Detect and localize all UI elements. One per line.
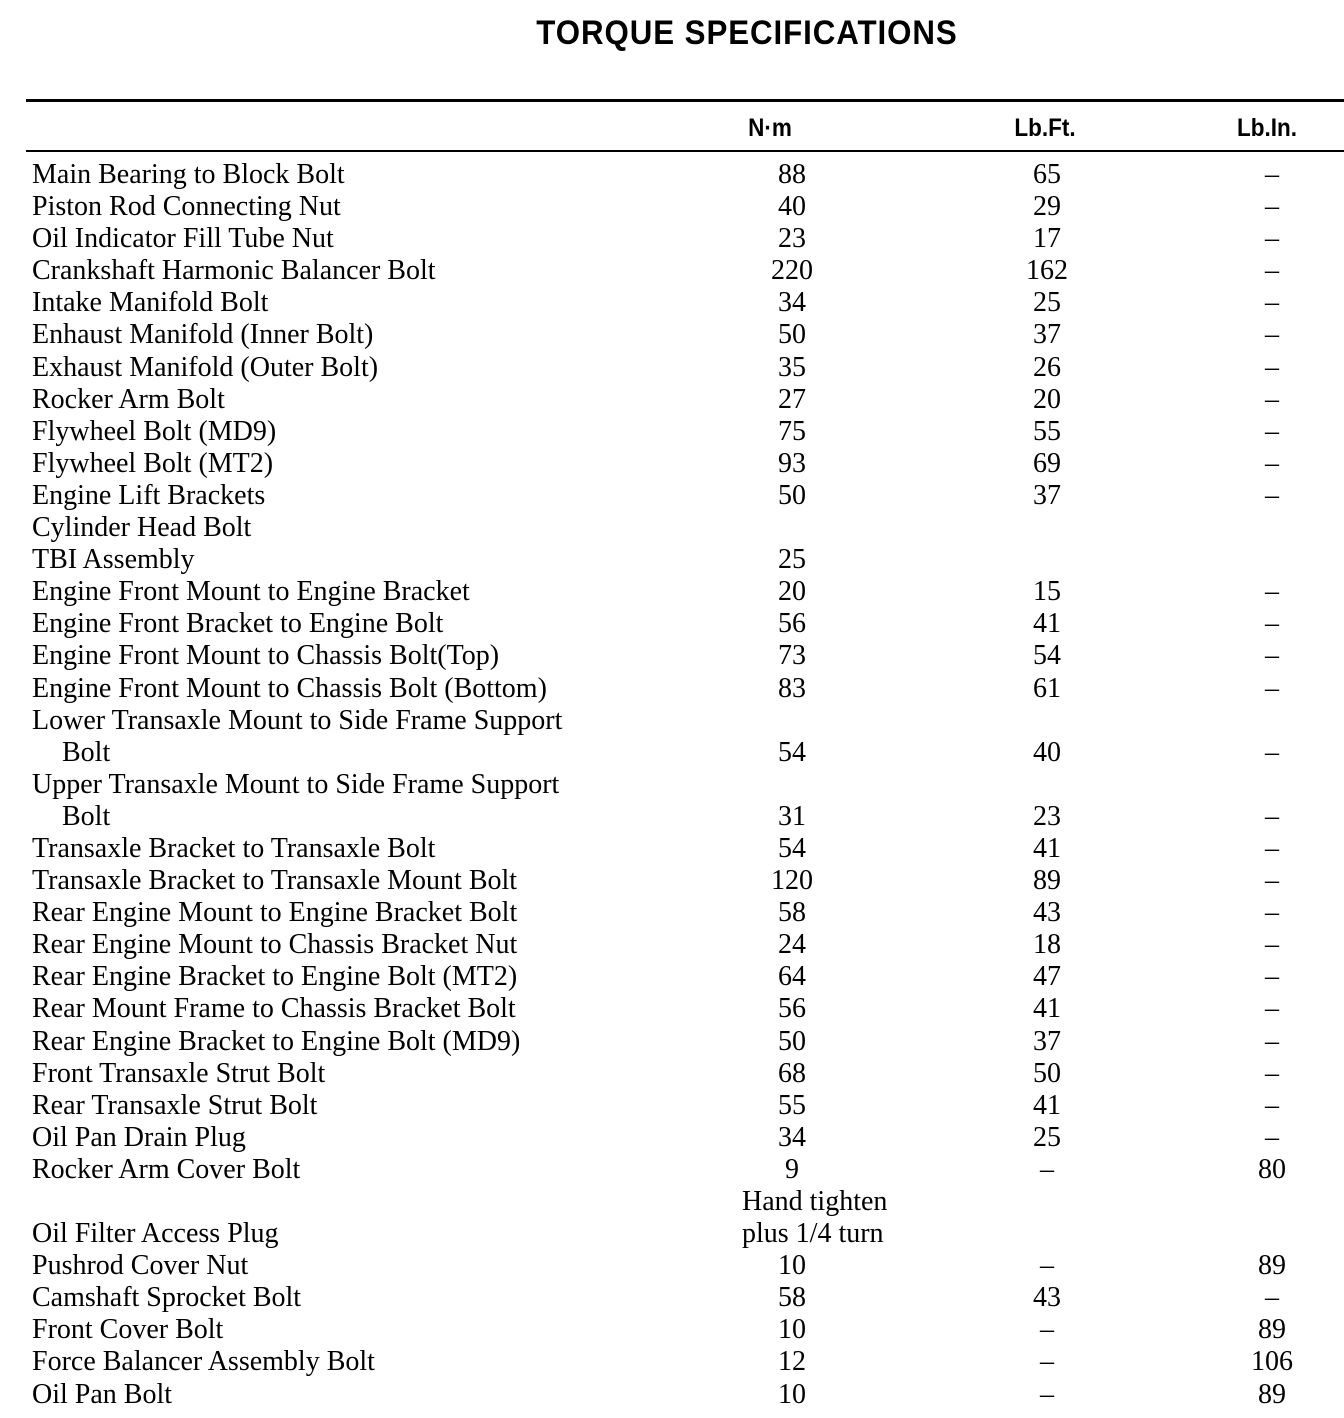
- lbin-value: –: [1265, 255, 1279, 287]
- spacer: [852, 608, 987, 640]
- lbin-value: –: [1265, 447, 1279, 479]
- spacer: [852, 1026, 987, 1058]
- row-description: [32, 319, 732, 351]
- description-text: Oil Filter Access Plug: [32, 1218, 279, 1250]
- row-description: [32, 1346, 732, 1378]
- spacer: [1107, 705, 1212, 769]
- lbin-value: –: [1265, 993, 1279, 1025]
- row-description: [32, 1058, 732, 1090]
- spacer: [1107, 1314, 1212, 1346]
- spacer: [1107, 512, 1212, 544]
- lbin-value: –: [1265, 897, 1279, 929]
- description-text: Enhaust Manifold (Inner Bolt): [32, 319, 374, 351]
- lbin-value: –: [1265, 832, 1279, 864]
- spacer: [1107, 897, 1212, 929]
- column-header-lbft: Lb.Ft.: [1014, 114, 1076, 142]
- lbin-value: –: [1265, 287, 1279, 319]
- nm-value: 10: [778, 1378, 806, 1410]
- spacer: [1107, 416, 1212, 448]
- row-description: [32, 287, 732, 319]
- spacer: [852, 448, 987, 480]
- lbft-value: [987, 544, 1107, 576]
- table-row: [32, 769, 1332, 833]
- table-row: [32, 865, 1332, 897]
- description-text: Engine Front Bracket to Engine Bolt: [32, 608, 444, 640]
- spacer: [852, 480, 987, 512]
- spacer: [852, 897, 987, 929]
- spacer: [852, 159, 987, 191]
- spacer: [1107, 255, 1212, 287]
- spacer: [1107, 865, 1212, 897]
- spacer: [852, 1122, 987, 1154]
- lbft-value: 41: [1033, 1089, 1061, 1121]
- nm-value: 40: [778, 191, 806, 223]
- lbft-value: 37: [1033, 1025, 1061, 1057]
- nm-value: 23: [778, 223, 806, 255]
- description-text: Oil Pan Bolt: [32, 1378, 173, 1410]
- lbft-value: 29: [1033, 191, 1061, 223]
- row-description: [32, 705, 732, 769]
- spacer: [852, 1282, 987, 1314]
- spacer: [1107, 576, 1212, 608]
- description-text: Cylinder Head Bolt: [32, 512, 252, 544]
- lbin-value: –: [1265, 191, 1279, 223]
- lbin-value: –: [1265, 319, 1279, 351]
- lbft-value: 41: [1033, 993, 1061, 1025]
- spacer: [852, 640, 987, 672]
- table-row: [32, 159, 1332, 191]
- description-text: Rear Engine Bracket to Engine Bolt (MD9): [32, 1025, 521, 1057]
- spacer: [852, 865, 987, 897]
- nm-value: [732, 1186, 1107, 1250]
- table-row: [32, 929, 1332, 961]
- description-text: Camshaft Sprocket Bolt: [32, 1282, 302, 1314]
- lbft-value: –: [1040, 1250, 1054, 1282]
- lbin-value: 89: [1258, 1378, 1286, 1410]
- lbin-value: –: [1265, 961, 1279, 993]
- lbft-value: 41: [1033, 608, 1061, 640]
- description-text: Lower Transaxle Mount to Side Frame Support: [32, 704, 563, 736]
- row-description: [32, 384, 732, 416]
- spacer: [1107, 319, 1212, 351]
- nm-value: 50: [778, 1025, 806, 1057]
- table-row: [32, 1122, 1332, 1154]
- lbin-value: –: [1265, 736, 1279, 768]
- spacer: [852, 1154, 987, 1186]
- table-row: [32, 319, 1332, 351]
- nm-value: 75: [778, 415, 806, 447]
- lbin-value: –: [1265, 929, 1279, 961]
- lbft-value: –: [1040, 1346, 1054, 1378]
- row-description: [32, 929, 732, 961]
- spacer: [852, 1314, 987, 1346]
- nm-value: 83: [778, 672, 806, 704]
- nm-value: 120: [771, 865, 813, 897]
- description-text: Force Balancer Assembly Bolt: [32, 1346, 375, 1378]
- lbin-value: –: [1265, 865, 1279, 897]
- lbft-value: 15: [1033, 576, 1061, 608]
- nm-value: 93: [778, 447, 806, 479]
- table-row: [32, 1154, 1332, 1186]
- table-row: [32, 223, 1332, 255]
- table-row: [32, 191, 1332, 223]
- spacer: [852, 576, 987, 608]
- table-row: [32, 384, 1332, 416]
- table-row: [32, 1090, 1332, 1122]
- description-text: Rear Engine Mount to Engine Bracket Bolt: [32, 897, 518, 929]
- lbft-value: –: [1040, 1314, 1054, 1346]
- nm-value: 58: [778, 897, 806, 929]
- row-description: [32, 1090, 732, 1122]
- nm-value: 25: [778, 544, 806, 576]
- spacer: [1107, 1379, 1212, 1411]
- row-description: [32, 993, 732, 1025]
- spacer: [852, 512, 987, 544]
- description-text: Flywheel Bolt (MD9): [32, 415, 277, 447]
- spacer: [1107, 191, 1212, 223]
- spacer: [852, 673, 987, 705]
- nm-value: 31: [778, 800, 806, 832]
- lbin-value: –: [1265, 415, 1279, 447]
- spacer: [1107, 608, 1212, 640]
- description-continuation: Bolt: [62, 800, 111, 832]
- lbft-value: 43: [1033, 1282, 1061, 1314]
- nm-value: 27: [778, 383, 806, 415]
- nm-value: 64: [778, 961, 806, 993]
- lbin-value: –: [1265, 223, 1279, 255]
- spacer: [1107, 384, 1212, 416]
- spacer: [852, 993, 987, 1025]
- table-row: [32, 416, 1332, 448]
- description-text: Oil Indicator Fill Tube Nut: [32, 223, 334, 255]
- lbin-value: –: [1265, 1089, 1279, 1121]
- spacer: [852, 416, 987, 448]
- row-description: [32, 1282, 732, 1314]
- table-row: [32, 352, 1332, 384]
- column-header-lbin: Lb.In.: [1237, 114, 1297, 142]
- row-description: [32, 1122, 732, 1154]
- description-text: Front Cover Bolt: [32, 1314, 224, 1346]
- lbin-value: –: [1265, 1057, 1279, 1089]
- torque-spec-body: [32, 159, 1332, 1411]
- nm-value: 9: [785, 1153, 799, 1185]
- spacer: [852, 929, 987, 961]
- description-text: Rear Engine Bracket to Engine Bolt (MT2): [32, 961, 518, 993]
- nm-value: 68: [778, 1057, 806, 1089]
- spacer: [852, 544, 987, 576]
- row-description: [32, 833, 732, 865]
- row-description: [32, 576, 732, 608]
- table-row: [32, 448, 1332, 480]
- lbin-value: –: [1265, 672, 1279, 704]
- table-row: [32, 255, 1332, 287]
- table-row: [32, 993, 1332, 1025]
- nm-value: 58: [778, 1282, 806, 1314]
- table-row: [32, 608, 1332, 640]
- description-text: Crankshaft Harmonic Balancer Bolt: [32, 255, 436, 287]
- lbin-value: –: [1265, 159, 1279, 190]
- row-description: [32, 1314, 732, 1346]
- description-text: Piston Rod Connecting Nut: [32, 191, 341, 223]
- lbin-value: 80: [1258, 1153, 1286, 1185]
- lbft-value: 20: [1033, 383, 1061, 415]
- table-row: [32, 1282, 1332, 1314]
- lbft-value: 61: [1033, 672, 1061, 704]
- spacer: [1107, 1122, 1212, 1154]
- nm-value: 34: [778, 287, 806, 319]
- lbft-value: 37: [1033, 479, 1061, 511]
- spacer: [1107, 961, 1212, 993]
- row-description: [32, 544, 732, 576]
- row-description: [32, 1026, 732, 1058]
- table-row: [32, 576, 1332, 608]
- table-row: [32, 640, 1332, 672]
- table-row: [32, 512, 1332, 544]
- spacer: [1107, 448, 1212, 480]
- lbin-value: –: [1265, 383, 1279, 415]
- description-text: Rear Mount Frame to Chassis Bracket Bolt: [32, 993, 516, 1025]
- header-rule: [26, 150, 1344, 152]
- description-text: Intake Manifold Bolt: [32, 287, 269, 319]
- description-text: Engine Front Mount to Chassis Bolt (Bottom): [32, 672, 547, 704]
- lbft-value: 50: [1033, 1057, 1061, 1089]
- nm-value: 73: [778, 640, 806, 672]
- spacer: [1107, 1186, 1212, 1250]
- row-description: [32, 673, 732, 705]
- table-row: [32, 480, 1332, 512]
- lbft-value: 37: [1033, 319, 1061, 351]
- spacer: [852, 319, 987, 351]
- lbft-value: [987, 512, 1107, 544]
- lbft-value: 89: [1033, 865, 1061, 897]
- lbin-value: 106: [1251, 1346, 1293, 1378]
- spacer: [1107, 1026, 1212, 1058]
- spacer: [1107, 769, 1212, 833]
- spacer: [852, 287, 987, 319]
- row-description: [32, 1379, 732, 1411]
- lbin-value: –: [1265, 351, 1279, 383]
- row-description: [32, 191, 732, 223]
- lbin-value: –: [1265, 1025, 1279, 1057]
- table-row: [32, 1250, 1332, 1282]
- row-description: [32, 512, 732, 544]
- spacer: [852, 223, 987, 255]
- lbft-value: –: [1040, 1378, 1054, 1410]
- lbft-value: 25: [1033, 287, 1061, 319]
- lbin-value: –: [1265, 608, 1279, 640]
- spacer: [1107, 1282, 1212, 1314]
- spacer: [1107, 1058, 1212, 1090]
- spacer: [1107, 833, 1212, 865]
- page-title: TORQUE SPECIFICATIONS: [536, 14, 958, 52]
- lbft-value: 26: [1033, 351, 1061, 383]
- table-row: [32, 897, 1332, 929]
- description-text: Main Bearing to Block Bolt: [32, 159, 345, 190]
- lbin-value: –: [1265, 640, 1279, 672]
- column-header-nm: N·m: [748, 114, 792, 142]
- spacer: [852, 1346, 987, 1378]
- spacer: [852, 191, 987, 223]
- row-description: [32, 769, 732, 833]
- table-row: [32, 1058, 1332, 1090]
- description-text: Transaxle Bracket to Transaxle Bolt: [32, 832, 436, 864]
- row-description: [32, 1154, 732, 1186]
- spacer: [852, 705, 987, 769]
- nm-value: 56: [778, 608, 806, 640]
- lbin-value: –: [1265, 479, 1279, 511]
- nm-value: 220: [771, 255, 813, 287]
- nm-value: 10: [778, 1250, 806, 1282]
- row-description: [32, 352, 732, 384]
- lbft-value: 40: [1033, 736, 1061, 768]
- table-row: [32, 1186, 1332, 1250]
- spacer: [852, 833, 987, 865]
- spacer: [852, 1090, 987, 1122]
- table-row: [32, 544, 1332, 576]
- description-text: Rear Transaxle Strut Bolt: [32, 1089, 318, 1121]
- description-text: Rocker Arm Cover Bolt: [32, 1153, 301, 1185]
- lbin-value: –: [1265, 800, 1279, 832]
- spacer: [1107, 159, 1212, 191]
- spacer: [1107, 287, 1212, 319]
- table-row: [32, 1346, 1332, 1378]
- description-text: Transaxle Bracket to Transaxle Mount Bolt: [32, 865, 518, 897]
- nm-value: 56: [778, 993, 806, 1025]
- lbft-value: –: [1040, 1153, 1054, 1185]
- row-description: [32, 608, 732, 640]
- spacer: [1107, 1346, 1212, 1378]
- lbin-value: –: [1265, 1121, 1279, 1153]
- lbft-value: 55: [1033, 415, 1061, 447]
- lbft-value: 23: [1033, 800, 1061, 832]
- spacer: [1107, 929, 1212, 961]
- description-continuation: Bolt: [62, 736, 111, 768]
- nm-value: 10: [778, 1314, 806, 1346]
- table-row: [32, 287, 1332, 319]
- nm-value: 54: [778, 736, 806, 768]
- lbft-value: 47: [1033, 961, 1061, 993]
- description-text: Exhaust Manifold (Outer Bolt): [32, 351, 379, 383]
- lbft-value: 25: [1033, 1121, 1061, 1153]
- lbft-value: 41: [1033, 832, 1061, 864]
- lbin-value: –: [1265, 1282, 1279, 1314]
- nm-value: 24: [778, 929, 806, 961]
- row-description: [32, 897, 732, 929]
- nm-value: 54: [778, 832, 806, 864]
- lbft-value: 43: [1033, 897, 1061, 929]
- spacer: [1107, 993, 1212, 1025]
- row-description: [32, 640, 732, 672]
- table-row: [32, 833, 1332, 865]
- table-row: [32, 1379, 1332, 1411]
- description-text: Engine Lift Brackets: [32, 479, 266, 511]
- description-text: Rear Engine Mount to Chassis Bracket Nut: [32, 929, 518, 961]
- lbin-value: [1212, 512, 1332, 544]
- lbft-value: 69: [1033, 447, 1061, 479]
- spacer: [852, 352, 987, 384]
- nm-value: 50: [778, 479, 806, 511]
- row-description: [32, 961, 732, 993]
- row-description: [32, 255, 732, 287]
- row-description: [32, 865, 732, 897]
- lbin-value: –: [1265, 576, 1279, 608]
- description-text: Engine Front Mount to Engine Bracket: [32, 576, 470, 608]
- table-row: [32, 1026, 1332, 1058]
- row-description: [32, 480, 732, 512]
- description-text: Rocker Arm Bolt: [32, 383, 225, 415]
- description-text: Oil Pan Drain Plug: [32, 1121, 246, 1153]
- description-text: Front Transaxle Strut Bolt: [32, 1057, 326, 1089]
- lbin-value: [1212, 1186, 1332, 1250]
- description-text: Upper Transaxle Mount to Side Frame Support: [32, 768, 560, 800]
- spacer: [852, 1379, 987, 1411]
- spacer: [1107, 480, 1212, 512]
- row-description: [32, 1186, 732, 1250]
- description-text: TBI Assembly: [32, 544, 195, 576]
- top-rule: [26, 99, 1344, 102]
- spacer: [852, 255, 987, 287]
- spacer: [852, 961, 987, 993]
- nm-value: 20: [778, 576, 806, 608]
- nm-value: 88: [778, 159, 806, 190]
- description-text: Pushrod Cover Nut: [32, 1250, 249, 1282]
- description-text: Flywheel Bolt (MT2): [32, 447, 274, 479]
- row-description: [32, 416, 732, 448]
- table-row: [32, 705, 1332, 769]
- spacer: [1107, 640, 1212, 672]
- lbft-value: 162: [1026, 255, 1068, 287]
- nm-note-line: Hand tighten: [742, 1186, 888, 1217]
- spacer: [852, 384, 987, 416]
- spacer: [1107, 544, 1212, 576]
- nm-value: [732, 512, 852, 544]
- row-description: [32, 1250, 732, 1282]
- lbft-value: 18: [1033, 929, 1061, 961]
- lbin-value: [1212, 544, 1332, 576]
- lbin-value: 89: [1258, 1250, 1286, 1282]
- nm-note-continuation: plus 1/4 turn: [742, 1218, 884, 1250]
- lbft-value: 54: [1033, 640, 1061, 672]
- nm-value: 35: [778, 351, 806, 383]
- spacer: [852, 1058, 987, 1090]
- lbft-value: 65: [1033, 159, 1061, 190]
- row-description: [32, 159, 732, 191]
- table-row: [32, 1314, 1332, 1346]
- table-row: [32, 961, 1332, 993]
- spacer: [1107, 1090, 1212, 1122]
- row-description: [32, 223, 732, 255]
- spacer: [1107, 1250, 1212, 1282]
- nm-value: 12: [778, 1346, 806, 1378]
- nm-value: 50: [778, 319, 806, 351]
- torque-spec-table: [32, 159, 1332, 1411]
- spacer: [1107, 1154, 1212, 1186]
- lbft-value: 17: [1033, 223, 1061, 255]
- spacer: [1107, 223, 1212, 255]
- nm-value: 34: [778, 1121, 806, 1153]
- spacer: [1107, 673, 1212, 705]
- lbin-value: 89: [1258, 1314, 1286, 1346]
- row-description: [32, 448, 732, 480]
- spacer: [852, 1250, 987, 1282]
- description-text: Engine Front Mount to Chassis Bolt(Top): [32, 640, 500, 672]
- spacer: [1107, 352, 1212, 384]
- nm-value: 55: [778, 1089, 806, 1121]
- table-row: [32, 673, 1332, 705]
- spacer: [852, 769, 987, 833]
